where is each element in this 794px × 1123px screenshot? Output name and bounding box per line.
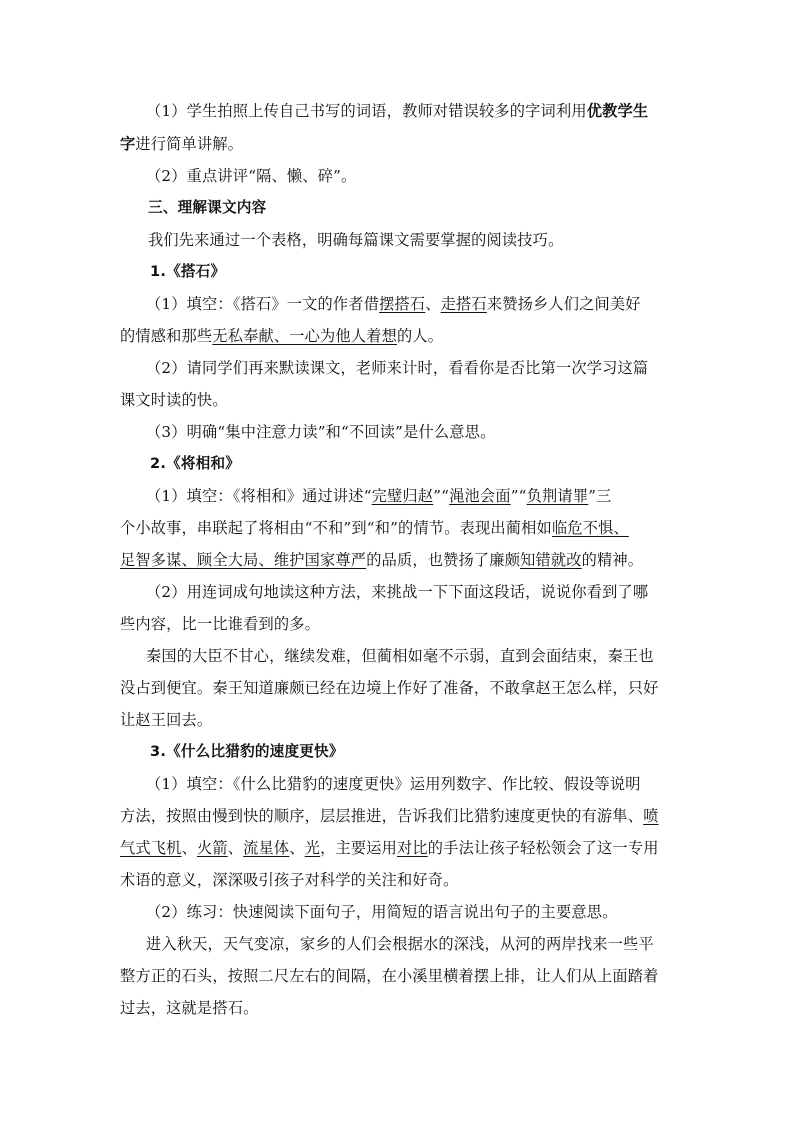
step-1-line-1: （1）学生拍照上传自己书写的词语，教师对错误较多的字词利用优教学生 [146, 102, 649, 120]
answer: 负荆请罪 [526, 487, 589, 505]
lesson-heading-3: 3.《什么比猎豹的速度更快》 [150, 743, 344, 760]
answer: 气式飞机 [120, 839, 182, 857]
lesson-3-fill-line-2: 方法，按照由慢到快的顺序，层层推进，告诉我们比猎豹速度更快的有游隼、喷 [120, 807, 659, 825]
lesson-1-fill-line-1: （1）填空：《搭石》一文的作者借摆搭石、走搭石来赞扬乡人们之间美好 [146, 295, 641, 313]
answer: 完璧归赵 [371, 487, 434, 505]
lesson-1-step-2-line-2: 课文时读的快。 [120, 391, 228, 409]
app-name-bold: 优教学生 [586, 102, 649, 120]
answer: 对比 [397, 839, 428, 857]
lesson-1-step-3: （3）明确“集中注意力读”和“不回读”是什么意思。 [146, 423, 496, 441]
answer: 无私奉献、一心为他人着想 [212, 327, 397, 345]
lesson-3-fill-line-4: 术语的意义，深深吸引孩子对科学的关注和好奇。 [120, 871, 459, 889]
answer: 足智多谋、顾全大局、维护国家尊严 [120, 551, 367, 569]
lesson-2-fill-line-3: 足智多谋、顾全大局、维护国家尊严的品质，也赞扬了廉颇知错就改的精神。 [120, 551, 644, 569]
section-heading: 三、理解课文内容 [148, 199, 267, 216]
lesson-2-passage-line-3: 让赵王回去。 [120, 711, 213, 729]
answer: 知错就改 [520, 551, 582, 569]
lesson-2-passage-line-2: 没占到便宜。秦王知道廉颇已经在边境上作好了准备，不敢拿赵王怎么样，只好 [120, 679, 659, 697]
lesson-3-fill-line-1: （1）填空：《什么比猎豹的速度更快》运用列数字、作比较、假设等说明 [146, 775, 641, 793]
answer: 火箭 [196, 839, 228, 857]
section-intro: 我们先来通过一个表格，明确每篇课文需要掌握的阅读技巧。 [148, 231, 564, 249]
lesson-3-passage-line-1: 进入秋天，天气变凉，家乡的人们会根据水的深浅，从河的两岸找来一些平 [146, 935, 654, 953]
lesson-2-passage-line-1: 秦国的大臣不甘心，继续发难，但蔺相如毫不示弱，直到会面结束，秦王也 [146, 647, 654, 665]
lesson-2-fill-line-1: （1）填空：《将相和》通过讲述“完璧归赵”“渑池会面”“负荆请罪”三 [146, 487, 612, 505]
lesson-heading-2: 2.《将相和》 [150, 455, 241, 472]
answer: 喷 [643, 807, 659, 825]
answer: 流星体 [243, 839, 290, 857]
answer: 光 [304, 839, 321, 857]
lesson-heading-1: 1.《搭石》 [150, 263, 226, 280]
lesson-3-fill-line-3: 气式飞机、火箭、流星体、光，主要运用对比的手法让孩子轻松领会了这一专用 [120, 839, 659, 857]
answer: 摆搭石 [379, 295, 426, 313]
step-1-line-2: 字进行简单讲解。 [120, 135, 244, 153]
lesson-1-fill-line-2: 的情感和那些无私奉献、一心为他人着想的人。 [120, 327, 444, 345]
answer: 渑池会面 [449, 487, 511, 505]
lesson-3-passage-line-2: 整方正的石头，按照二尺左右的间隔，在小溪里横着摆上排，让人们从上面踏着 [120, 967, 659, 985]
answer: 临危不惧、 [551, 519, 629, 537]
lesson-2-fill-line-2: 个小故事，串联起了将相由“不和”到“和”的情节。表现出蔺相如临危不惧、 [120, 519, 629, 537]
answer: 走搭石 [440, 295, 487, 313]
lesson-1-step-2-line-1: （2）请同学们再来默读课文，老师来计时，看看你是否比第一次学习这篇 [146, 359, 649, 377]
lesson-3-passage-line-3: 过去，这就是搭石。 [120, 999, 259, 1017]
lesson-2-step-2-line-1: （2）用连词成句地读这种方法，来挑战一下下面这段话，说说你看到了哪 [146, 583, 649, 601]
step-2: （2）重点讲评“隔、懒、碎”。 [146, 167, 357, 185]
lesson-2-step-2-line-2: 些内容，比一比谁看到的多。 [120, 615, 321, 633]
lesson-3-step-2: （2）练习：快速阅读下面句子，用简短的语言说出句子的主要意思。 [146, 903, 618, 921]
